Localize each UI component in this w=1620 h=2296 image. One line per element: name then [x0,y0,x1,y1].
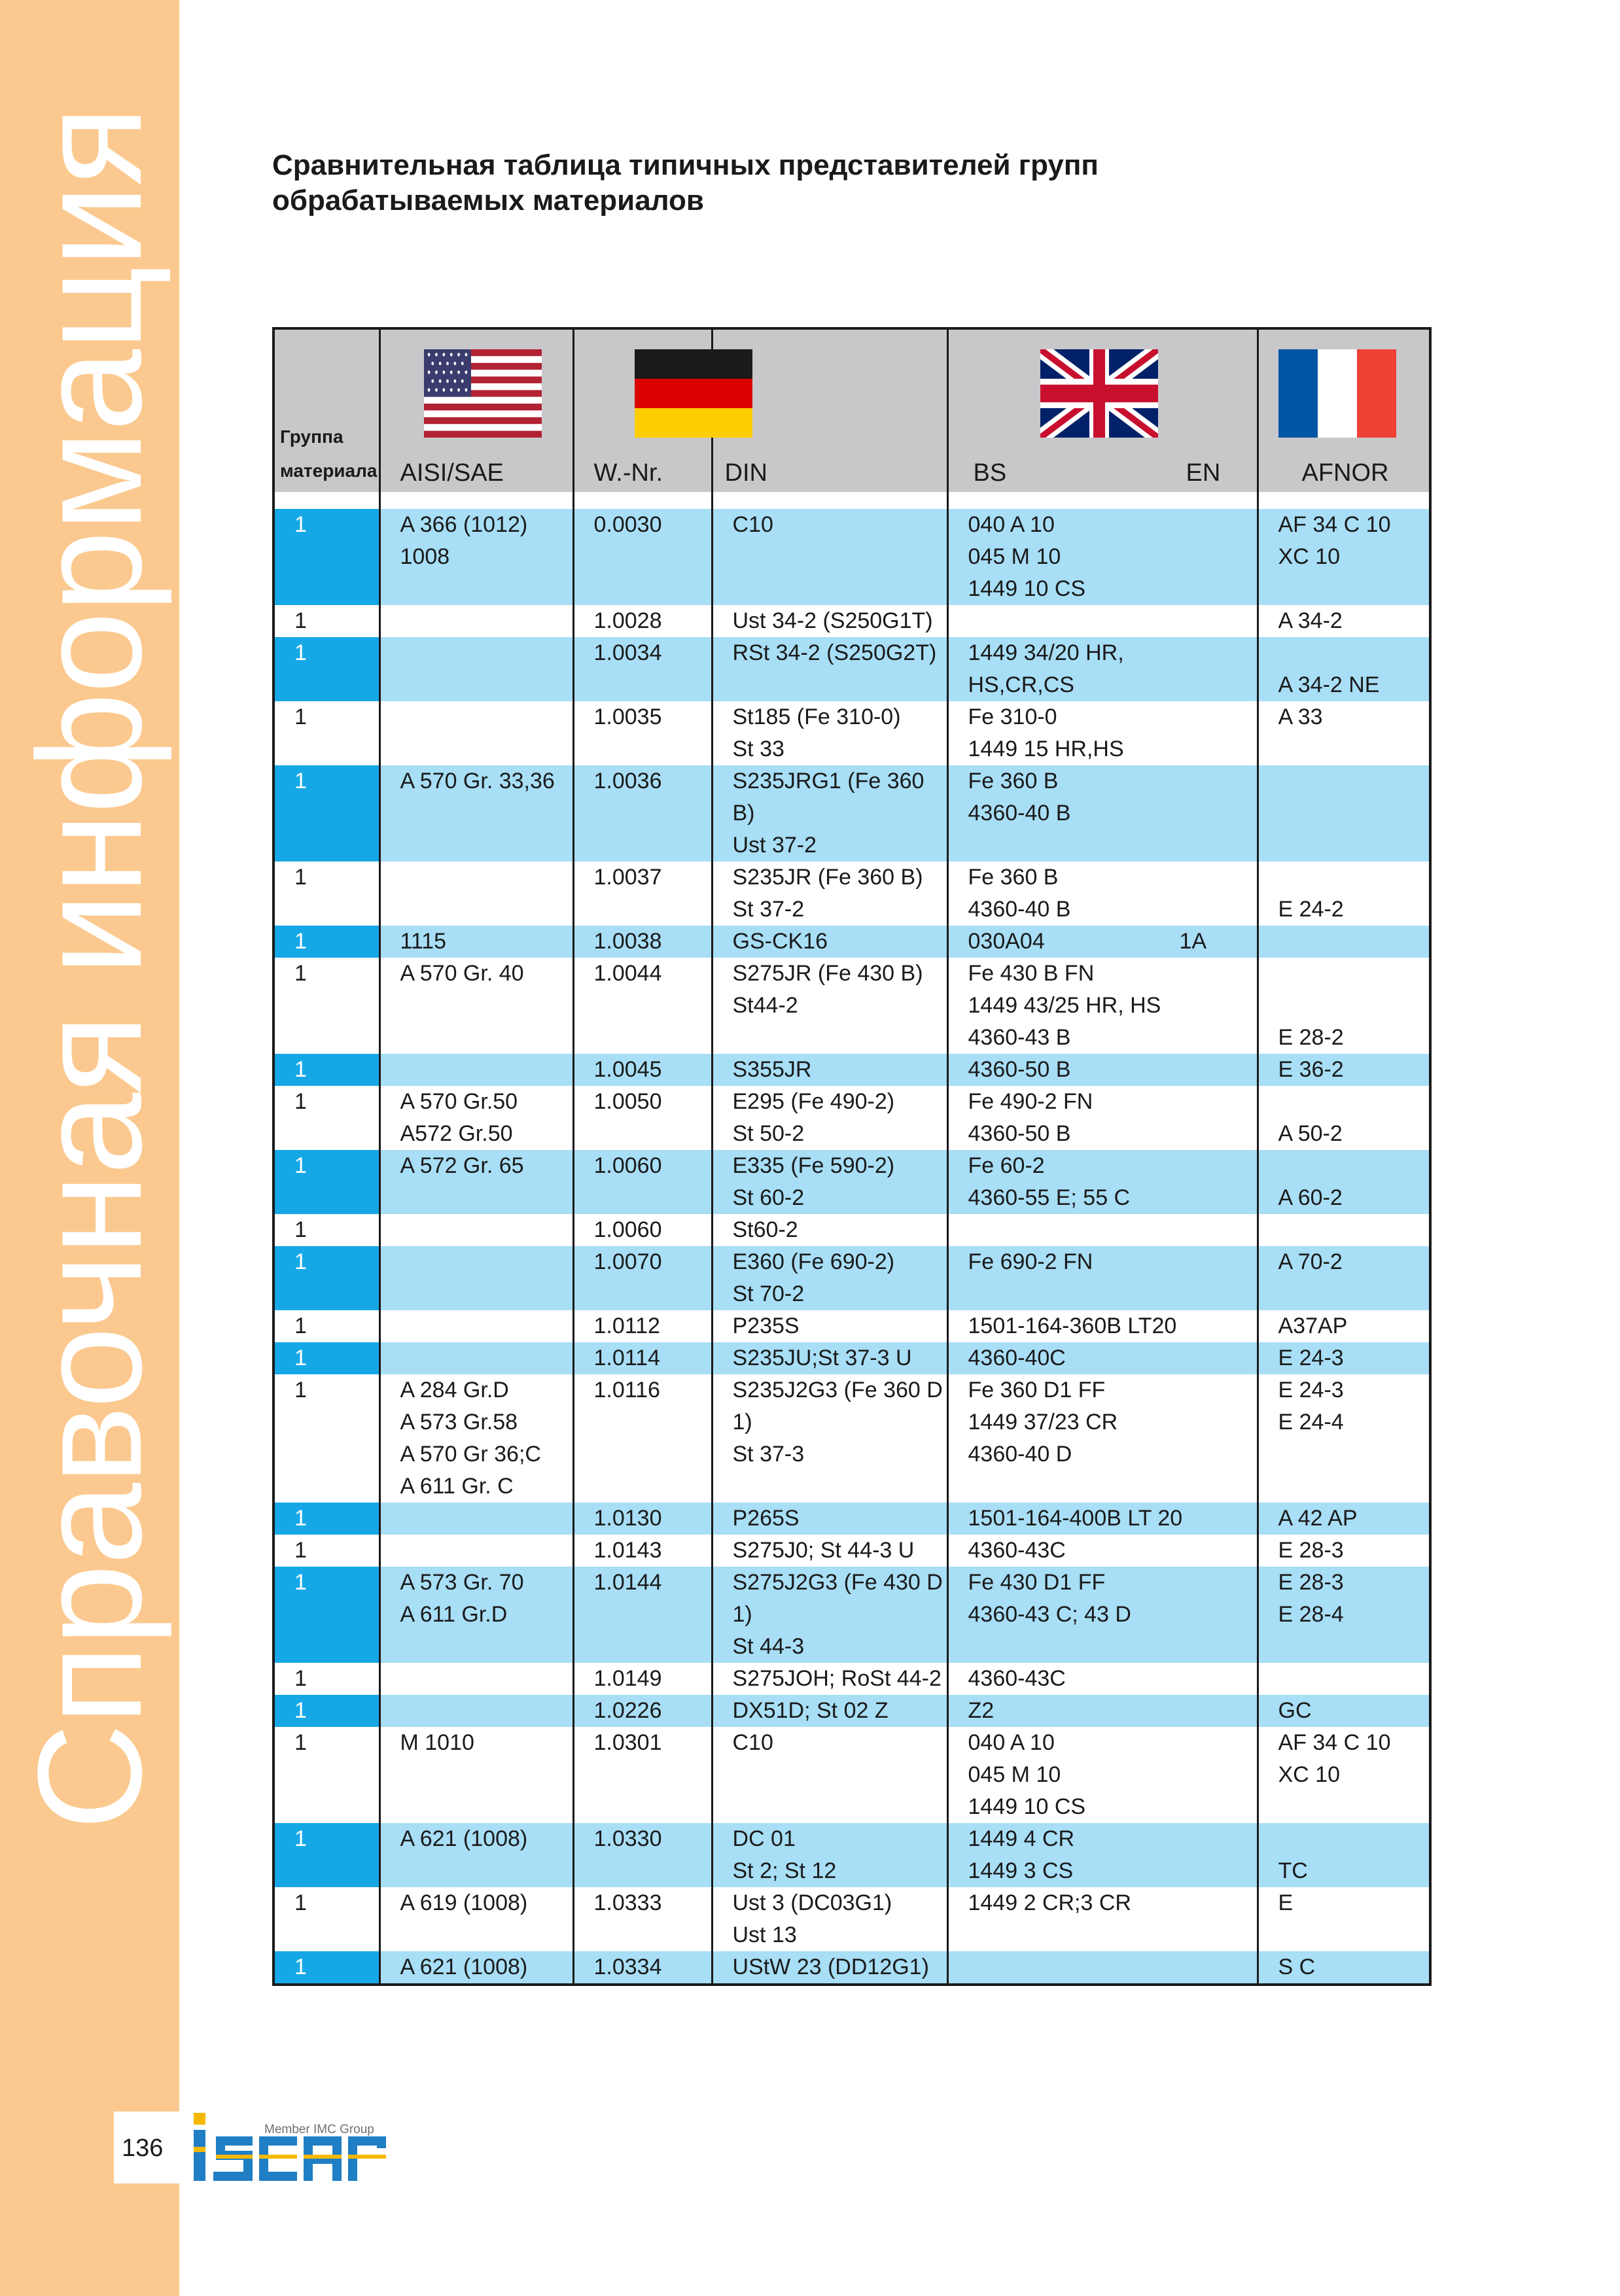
header-en-label: EN [1186,459,1221,487]
cell-group: 1 [273,765,379,861]
cell-aisi [379,1310,573,1342]
header-aisi-label: AISI/SAE [400,459,504,487]
cell-group: 1 [273,1150,379,1214]
table-row [273,1342,1430,1374]
cell-group: 1 [273,637,379,701]
cell-group: 1 [273,926,379,958]
member-imc-text: Member IMC Group [264,2123,374,2136]
cell-bs-text: 1449 34/20 HR, HS,CR,CS [968,640,1124,697]
table-header-row [273,328,1430,492]
cell-group: 1 [273,1246,379,1310]
cell-wnr: 1.0044 [573,958,712,1054]
cell-aisi [379,1246,573,1310]
cell-group: 1 [273,1086,379,1150]
table-row [273,861,1430,926]
cell-afnor: A 70-2 [1258,1246,1430,1310]
cell-en-text: 1A [1179,929,1207,954]
cell-din: S235J2G3 (Fe 360 D 1) St 37-3 [712,1374,947,1503]
cell-wnr: 1.0038 [573,926,712,958]
cell-group: 1 [273,1887,379,1951]
cell-bs [947,926,1258,958]
cell-bs [947,1214,1258,1246]
cell-bs-text: 1449 2 CR;3 CR [968,1890,1131,1915]
cell-group: 1 [273,1727,379,1823]
cell-din: S235JRG1 (Fe 360 B) Ust 37-2 [712,765,947,861]
cell-afnor: AF 34 C 10 XC 10 [1258,509,1430,605]
table-row [273,509,1430,605]
cell-afnor: A37AP [1258,1310,1430,1342]
cell-afnor: A 34-2 NE [1258,637,1430,701]
cell-bs-text: Fe 430 B FN 1449 43/25 HR, HS 4360-43 B [968,961,1161,1050]
cell-bs-text: Fe 360 B 4360-40 B [968,769,1071,826]
header-aisi [379,328,573,492]
cell-din: St185 (Fe 310-0) St 33 [712,701,947,765]
cell-afnor: E 36-2 [1258,1054,1430,1086]
cell-bs [947,701,1258,765]
cell-bs [947,1054,1258,1086]
cell-group: 1 [273,958,379,1054]
cell-aisi [379,1535,573,1567]
cell-aisi [379,1342,573,1374]
cell-bs-text: 4360-43C [968,1538,1066,1563]
cell-din: S355JR [712,1054,947,1086]
header-afnor [1258,328,1430,492]
cell-wnr: 1.0034 [573,637,712,701]
cell-din: S275JR (Fe 430 B) St44-2 [712,958,947,1054]
cell-group: 1 [273,701,379,765]
cell-aisi: A 619 (1008) [379,1887,573,1951]
cell-bs-text: 040 A 10 045 M 10 1449 10 CS [968,512,1086,601]
cell-wnr: 1.0112 [573,1310,712,1342]
cell-wnr: 1.0114 [573,1342,712,1374]
header-group-line-2: материала [280,461,378,481]
cell-bs-text: 030A04 [968,929,1045,954]
comparison-table [272,327,1432,1986]
cell-din: St60-2 [712,1214,947,1246]
cell-bs-text: 040 A 10 045 M 10 1449 10 CS [968,1730,1086,1819]
cell-aisi: A 573 Gr. 70 A 611 Gr.D [379,1567,573,1663]
sidebar [0,0,179,2296]
cell-bs [947,1310,1258,1342]
cell-afnor [1258,765,1430,861]
cell-bs-text: Fe 360 D1 FF 1449 37/23 CR 4360-40 D [968,1378,1118,1467]
cell-wnr: 1.0301 [573,1727,712,1823]
header-bs-en [947,328,1258,492]
cell-din: UStW 23 (DD12G1) [712,1951,947,1985]
cell-wnr: 1.0028 [573,605,712,637]
cell-group: 1 [273,861,379,926]
cell-din: DC 01 St 2; St 12 [712,1823,947,1887]
header-spacer-row [273,492,1430,509]
table-row [273,605,1430,637]
cell-din: E360 (Fe 690-2) St 70-2 [712,1246,947,1310]
cell-afnor: S C [1258,1951,1430,1985]
table-row [273,1695,1430,1727]
cell-wnr: 1.0070 [573,1246,712,1310]
cell-aisi: A 621 (1008) [379,1823,573,1887]
cell-wnr: 1.0130 [573,1503,712,1535]
cell-din: C10 [712,1727,947,1823]
cell-bs [947,605,1258,637]
cell-aisi [379,1663,573,1695]
cell-wnr: 1.0050 [573,1086,712,1150]
cell-aisi [379,861,573,926]
cell-afnor [1258,926,1430,958]
page-title [272,148,1384,218]
cell-wnr: 1.0045 [573,1054,712,1086]
page-title-line-2: обрабатываемых материалов [272,184,704,217]
page-title-line-1: Сравнительная таблица типичных представителей групп [272,149,1099,181]
cell-aisi: A 366 (1012) 1008 [379,509,573,605]
table-row [273,765,1430,861]
comparison-table-wrapper [272,327,1429,1986]
cell-din: S275J2G3 (Fe 430 D 1) St 44-3 [712,1567,947,1663]
cell-bs-text: Fe 490-2 FN 4360-50 B [968,1089,1093,1146]
table-row [273,926,1430,958]
table-row [273,958,1430,1054]
cell-wnr: 1.0333 [573,1887,712,1951]
cell-wnr: 1.0036 [573,765,712,861]
cell-bs [947,1727,1258,1823]
header-wnr-label: W.-Nr. [593,459,663,487]
iscar-logo [194,2108,390,2186]
cell-aisi [379,1503,573,1535]
cell-group: 1 [273,1310,379,1342]
cell-bs [947,1150,1258,1214]
cell-bs-text: 1501-164-400B LT 20 [968,1506,1183,1531]
cell-afnor: A 33 [1258,701,1430,765]
cell-aisi [379,701,573,765]
cell-aisi [379,637,573,701]
cell-aisi [379,1695,573,1727]
cell-aisi [379,605,573,637]
cell-group: 1 [273,1951,379,1985]
table-row [273,1887,1430,1951]
cell-group: 1 [273,1342,379,1374]
cell-group: 1 [273,1695,379,1727]
cell-group: 1 [273,1663,379,1695]
cell-wnr: 1.0330 [573,1823,712,1887]
table-row [273,1214,1430,1246]
cell-wnr: 1.0035 [573,701,712,765]
cell-group: 1 [273,1214,379,1246]
cell-wnr: 1.0144 [573,1567,712,1663]
cell-afnor: TC [1258,1823,1430,1887]
cell-wnr: 1.0226 [573,1695,712,1727]
cell-afnor: GC [1258,1695,1430,1727]
table-row [273,1054,1430,1086]
cell-wnr: 1.0116 [573,1374,712,1503]
cell-din: Ust 34-2 (S250G1T) [712,605,947,637]
cell-bs [947,958,1258,1054]
cell-group: 1 [273,605,379,637]
cell-afnor: E 28-3 [1258,1535,1430,1567]
cell-din: P235S [712,1310,947,1342]
cell-din: RSt 34-2 (S250G2T) [712,637,947,701]
cell-aisi [379,1054,573,1086]
cell-bs [947,1695,1258,1727]
cell-wnr: 1.0060 [573,1150,712,1214]
cell-bs-text: 1501-164-360B LT20 [968,1313,1177,1338]
cell-afnor: E 24-2 [1258,861,1430,926]
cell-bs-text: Fe 360 B 4360-40 B [968,865,1071,922]
header-din [712,328,947,492]
cell-aisi: A 570 Gr. 40 [379,958,573,1054]
cell-bs [947,637,1258,701]
cell-afnor [1258,1214,1430,1246]
table-row [273,1823,1430,1887]
cell-bs [947,765,1258,861]
cell-group: 1 [273,1567,379,1663]
cell-bs-text: Fe 690-2 FN [968,1249,1093,1274]
cell-bs-text: 4360-43C [968,1666,1066,1691]
header-bs-label: BS [973,459,1007,487]
table-row [273,1374,1430,1503]
table-row [273,1663,1430,1695]
cell-bs [947,1663,1258,1695]
table-row [273,1150,1430,1214]
cell-bs [947,1342,1258,1374]
cell-group: 1 [273,1535,379,1567]
cell-afnor: E 28-2 [1258,958,1430,1054]
table-body [273,492,1430,1985]
cell-bs [947,1374,1258,1503]
cell-aisi: A 572 Gr. 65 [379,1150,573,1214]
france-flag-icon [1278,349,1396,438]
table-row [273,1567,1430,1663]
cell-din: DX51D; St 02 Z [712,1695,947,1727]
cell-group: 1 [273,509,379,605]
cell-din: S235JR (Fe 360 B) St 37-2 [712,861,947,926]
cell-aisi: A 284 Gr.D A 573 Gr.58 A 570 Gr 36;C A 611 Gr. C [379,1374,573,1503]
table-row [273,1503,1430,1535]
cell-aisi: 1115 [379,926,573,958]
cell-bs [947,861,1258,926]
sidebar-title: Справочная информация [7,107,172,1830]
uk-flag-icon [1040,349,1158,438]
cell-aisi: A 570 Gr. 33,36 [379,765,573,861]
cell-din: E335 (Fe 590-2) St 60-2 [712,1150,947,1214]
cell-aisi: M 1010 [379,1727,573,1823]
table-row [273,701,1430,765]
cell-bs [947,1823,1258,1887]
cell-bs [947,1086,1258,1150]
cell-bs-text: Fe 310-0 1449 15 HR,HS [968,704,1124,761]
cell-din: S275J0; St 44-3 U [712,1535,947,1567]
cell-bs [947,1246,1258,1310]
cell-afnor: E [1258,1887,1430,1951]
cell-bs-text: Fe 60-2 4360-55 E; 55 C [968,1153,1131,1210]
cell-din: C10 [712,509,947,605]
cell-group: 1 [273,1503,379,1535]
cell-wnr: 1.0143 [573,1535,712,1567]
cell-group: 1 [273,1823,379,1887]
cell-din: P265S [712,1503,947,1535]
cell-bs-text: 4360-40C [968,1346,1066,1370]
table-row [273,637,1430,701]
cell-bs [947,509,1258,605]
cell-bs-text: 4360-50 B [968,1057,1071,1082]
cell-bs [947,1535,1258,1567]
table-row [273,1951,1430,1985]
cell-aisi: A 570 Gr.50 A572 Gr.50 [379,1086,573,1150]
header-din-label: DIN [724,459,767,487]
cell-wnr: 1.0060 [573,1214,712,1246]
cell-afnor: AF 34 C 10 XC 10 [1258,1727,1430,1823]
cell-bs-text: Z2 [968,1698,995,1723]
cell-wnr: 1.0149 [573,1663,712,1695]
cell-afnor: A 42 AP [1258,1503,1430,1535]
cell-bs-text: 1449 4 CR 1449 3 CS [968,1826,1075,1883]
cell-afnor: E 24-3 [1258,1342,1430,1374]
cell-afnor: A 60-2 [1258,1150,1430,1214]
table-row [273,1246,1430,1310]
cell-bs [947,1567,1258,1663]
cell-din: E295 (Fe 490-2) St 50-2 [712,1086,947,1150]
cell-group: 1 [273,1374,379,1503]
cell-bs [947,1503,1258,1535]
cell-bs [947,1887,1258,1951]
cell-din: GS-CK16 [712,926,947,958]
header-group [273,328,379,492]
cell-afnor: E 24-3 E 24-4 [1258,1374,1430,1503]
table-row [273,1535,1430,1567]
table-row [273,1727,1430,1823]
cell-wnr: 0.0030 [573,509,712,605]
cell-afnor: E 28-3 E 28-4 [1258,1567,1430,1663]
cell-wnr: 1.0037 [573,861,712,926]
cell-wnr: 1.0334 [573,1951,712,1985]
cell-group: 1 [273,1054,379,1086]
cell-din: S235JU;St 37-3 U [712,1342,947,1374]
cell-din: Ust 3 (DC03G1) Ust 13 [712,1887,947,1951]
cell-bs [947,1951,1258,1985]
germany-flag-icon [635,349,752,438]
cell-afnor [1258,1663,1430,1695]
header-group-line-1: Группа [280,426,343,447]
cell-aisi: A 621 (1008) [379,1951,573,1985]
cell-afnor: A 34-2 [1258,605,1430,637]
page-number: 136 [122,2134,164,2162]
cell-bs-text: Fe 430 D1 FF 4360-43 C; 43 D [968,1570,1131,1627]
table-row [273,1086,1430,1150]
cell-aisi [379,1214,573,1246]
table-row [273,1310,1430,1342]
header-afnor-label: AFNOR [1301,459,1389,487]
usa-flag-icon [424,349,542,438]
cell-din: S275JOH; RoSt 44-2 [712,1663,947,1695]
cell-afnor: A 50-2 [1258,1086,1430,1150]
